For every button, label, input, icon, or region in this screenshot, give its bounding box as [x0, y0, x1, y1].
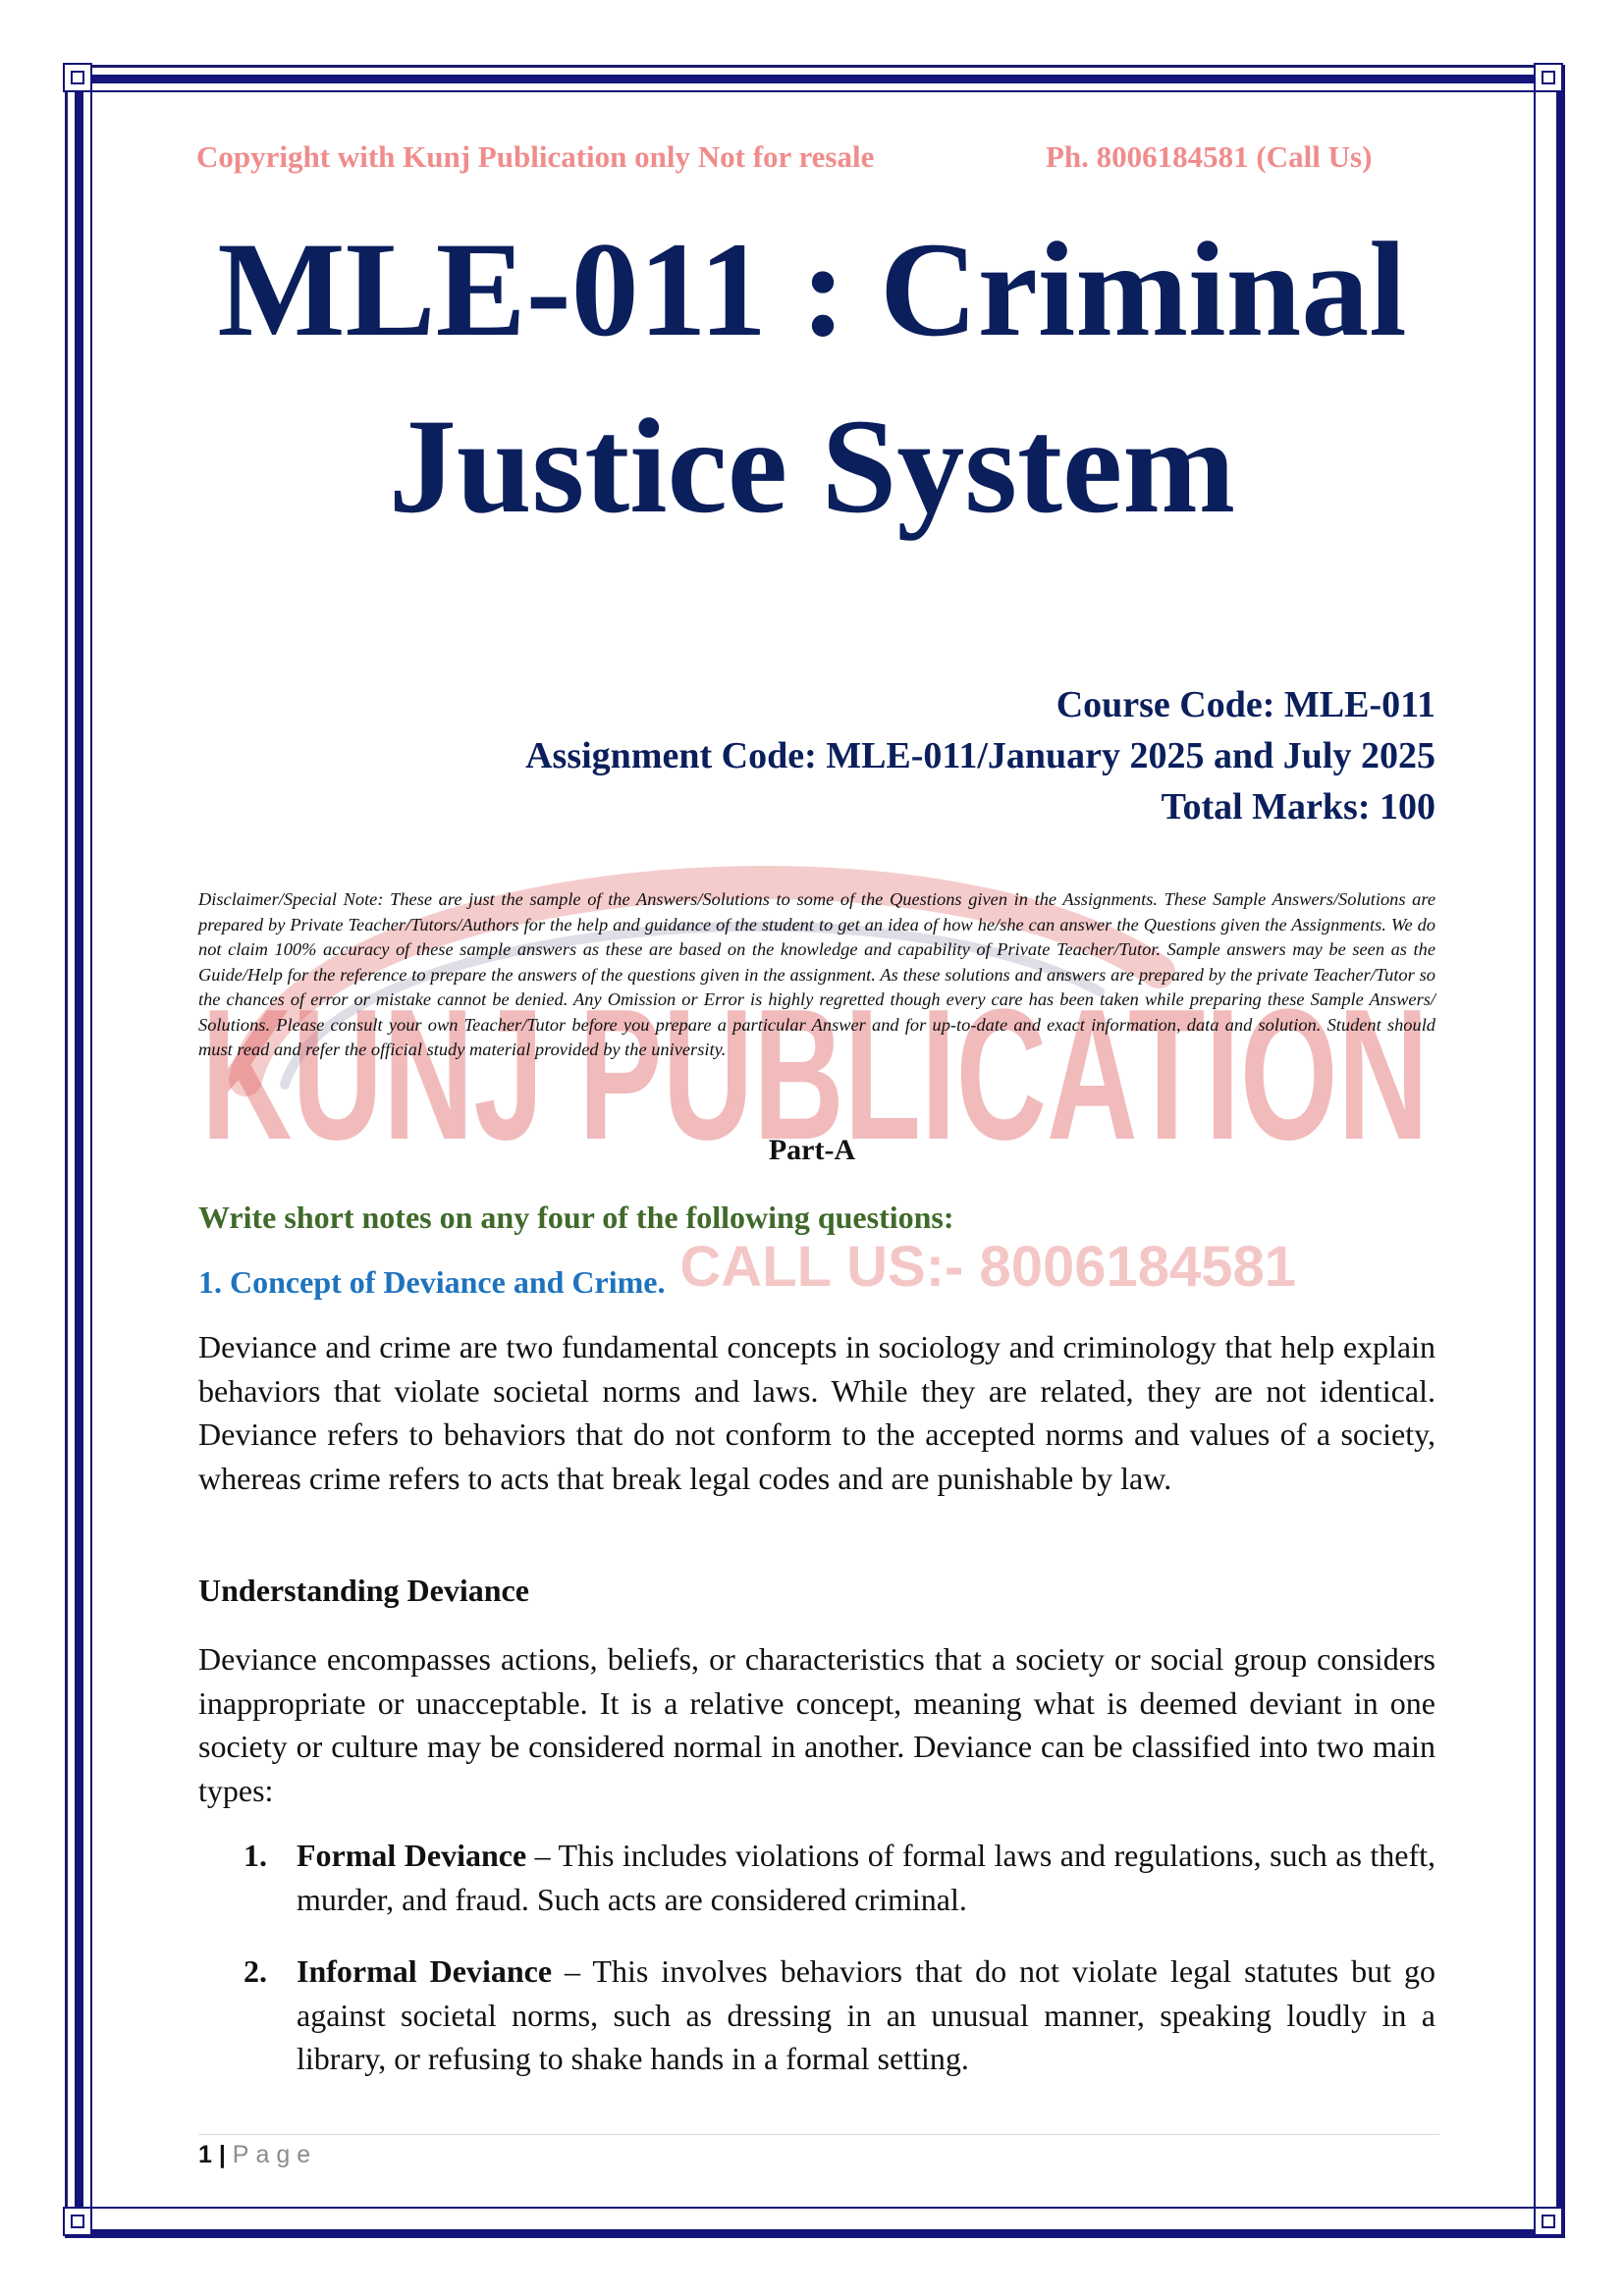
page-label: Page: [232, 2141, 318, 2168]
list-number: 1.: [244, 1838, 267, 1873]
list-item: [244, 1834, 1435, 1921]
paragraph-intro: Deviance and crime are two fundamental concepts in sociology and criminology that help explain behaviors that violate societal norms and laws. While they are related, they are not identical. Deviance refers to behaviors that do not conform to the accepted norms and values of a society, whereas crime refers to acts that break legal codes and are punishable by law.: [198, 1329, 1435, 1496]
part-heading: Part-A: [768, 1134, 856, 1166]
assignment-code: Assignment Code: MLE-011/January 2025 and July 2025: [525, 735, 1435, 776]
total-marks: Total Marks: 100: [1161, 786, 1435, 828]
page-footer: [198, 2141, 317, 2169]
list-text: – This includes violations of formal laws and regulations, such as theft, murder, and fraud. Such acts are considered criminal.: [297, 1838, 1436, 1917]
page-title: [137, 201, 1487, 555]
phone-text: Ph. 8006184581 (Call Us): [1046, 139, 1373, 174]
question-heading: 1. Concept of Deviance and Crime.: [198, 1264, 666, 1300]
page-number: 1: [198, 2141, 212, 2168]
copyright-text: Copyright with Kunj Publication only Not for resale: [196, 139, 875, 174]
instruction-heading: Write short notes on any four of the following questions:: [198, 1200, 954, 1235]
course-code: Course Code: MLE-011: [1056, 684, 1435, 725]
list-number: 2.: [244, 1953, 267, 1989]
section-heading-deviance: Understanding Deviance: [198, 1573, 529, 1608]
svg-text:CALL US:- 8006184581: CALL US:- 8006184581: [679, 1235, 1296, 1299]
title-line-2: Justice System: [388, 391, 1236, 541]
paragraph-deviance: Deviance encompasses actions, beliefs, or characteristics that a society or social group considers inappropriate or unacceptable. It is a relative concept, meaning what is deemed deviant in one society or culture may be considered normal in another. Deviance can be classified into two main types:: [198, 1641, 1435, 1808]
list-term: Formal Deviance: [297, 1838, 527, 1873]
list-term: Informal Deviance: [297, 1953, 553, 1989]
list-text: – This involves behaviors that do not violate legal statutes but go against societal norms, such as dressing in an unusual manner, speaking loudly in a library, or refusing to shake hands in a formal setting.: [297, 1953, 1436, 2076]
disclaimer-note: Disclaimer/Special Note: These are just the sample of the Answers/Solutions to some of the Questions given in the Assignments. These Sample Answers/Solutions are prepared by Private Teacher/Tutors/Authors for the help and guidance of the student to get an idea of how he/she can answer the Questions given the Assignments. We do not claim 100% accuracy of these sample answers as these are based on the knowledge and capability of Private Teacher/Tutor. Sample answers may be seen as the Guide/Help for the reference to prepare the answers of the questions given in the assignment. As these solutions and answers are prepared by the private Teacher/Tutor so the chances of error or mistake cannot be denied. Any Omission or Error is highly regretted though every care has been taken while preparing these Sample Answers/ Solutions. Please consult your own Teacher/Tutor before you prepare a particular Answer and for up-to-date and exact information, data and solution. Student should must read and refer the official study material provided by the university.: [198, 889, 1435, 1059]
footer-divider: [198, 2134, 1439, 2135]
title-line-1: MLE-011 : Criminal: [217, 214, 1407, 364]
list-item: [244, 1949, 1435, 2081]
svg-text:KUNJ PUBLICATION: KUNJ PUBLICATION: [201, 971, 1429, 1179]
copyright-header: [196, 139, 1434, 175]
course-codes: [525, 679, 1435, 832]
footer-separator: |: [211, 2141, 233, 2168]
